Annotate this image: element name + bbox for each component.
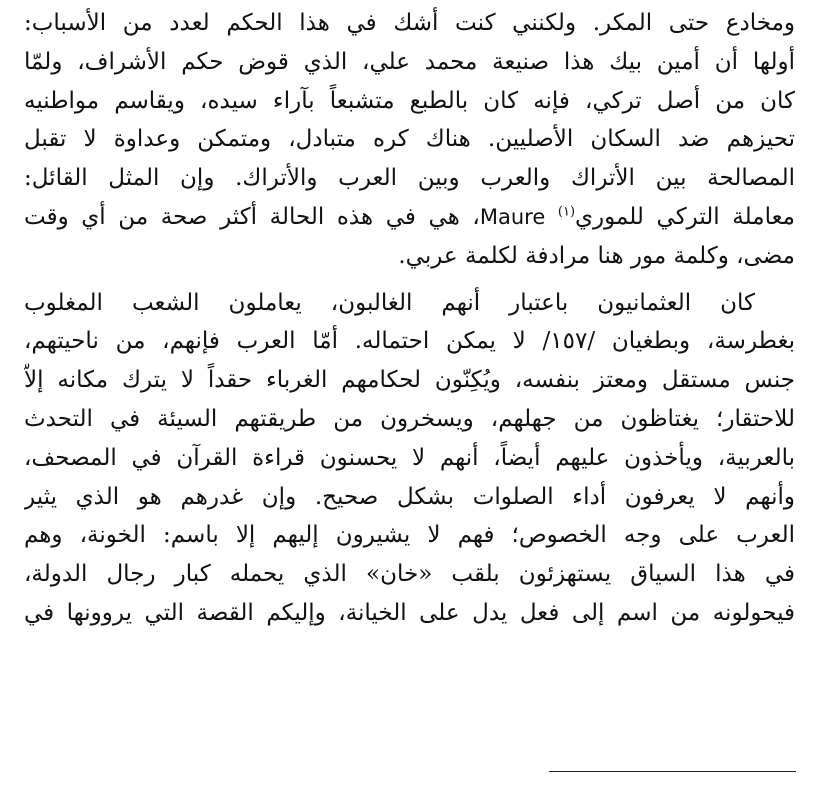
- text-line: أولها أن أمين بيك هذا صنيعة محمد علي، الذي قوض حكم الأشراف، ولمّا: [24, 48, 795, 75]
- paragraph-gap: [24, 276, 795, 284]
- text-line: فيحولونه من اسم إلى فعل يدل على الخيانة، وإليكم القصة التي يروونها في: [24, 599, 795, 626]
- text-line: المصالحة بين الأتراك والعرب وبين العرب والأتراك. وإن المثل القائل:: [24, 165, 795, 192]
- text-line-with-footnote: [24, 198, 795, 237]
- text-line: ومخادع حتى المكر. ولكنني كنت أشك في هذا الحكم لعدد من الأسباب:: [24, 10, 795, 36]
- text-line: العرب على وجه الخصوص؛ فهم لا يشيرون إليهم إلا باسم: الخونة، وهم: [24, 522, 795, 549]
- text-line: مضى، وكلمة مور هنا مرادفة لكلمة عربي.: [398, 242, 795, 269]
- text-line: وأنهم لا يعرفون أداء الصلوات بشكل صحيح. وإن غدرهم هو الذي يثير: [24, 483, 795, 510]
- footnote-marker: (١): [557, 204, 576, 220]
- text-line: للاحتقار؛ يغتاظون من جهلهم، ويسخرون من طريقتهم السيئة في التحدث: [24, 405, 795, 432]
- latin-term: Maure: [479, 204, 546, 229]
- text-line: في هذا السياق يستهزئون بلقب «خان» الذي يحمله كبار رجال الدولة،: [24, 561, 795, 588]
- text-line: بالعربية، ويأخذون عليهم أيضاً، أنهم لا يحسنون قراءة القرآن في المصحف،: [24, 444, 795, 471]
- footnote-separator: [549, 771, 796, 772]
- text-line: جنس مستقل ومعتز بنفسه، ويُكِنّون لحكامهم الغرباء حقداً لا يترك مكانه إلاّ: [24, 367, 795, 394]
- text-line: كان العثمانيون باعتبار أنهم الغالبون، يعاملون الشعب المغلوب: [24, 289, 755, 316]
- text-line: كان من أصل تركي، فإنه كان بالطبع متشبعاً بآراء سيده، ويقاسم مواطنيه: [24, 87, 795, 114]
- text-line: بغطرسة، وبطغيان /١٥٧/ لا يمكن احتماله. أمّا العرب فإنهم، من ناحيتهم،: [24, 328, 795, 355]
- text-line: تحيزهم ضد السكان الأصليين. هناك كره متبادل، ومتمكن وعداوة لا تقبل: [24, 126, 795, 153]
- text-segment: معاملة التركي للموري: [575, 203, 795, 230]
- text-segment: ، هي في هذه الحالة أكثر صحة من أي وقت: [24, 203, 480, 230]
